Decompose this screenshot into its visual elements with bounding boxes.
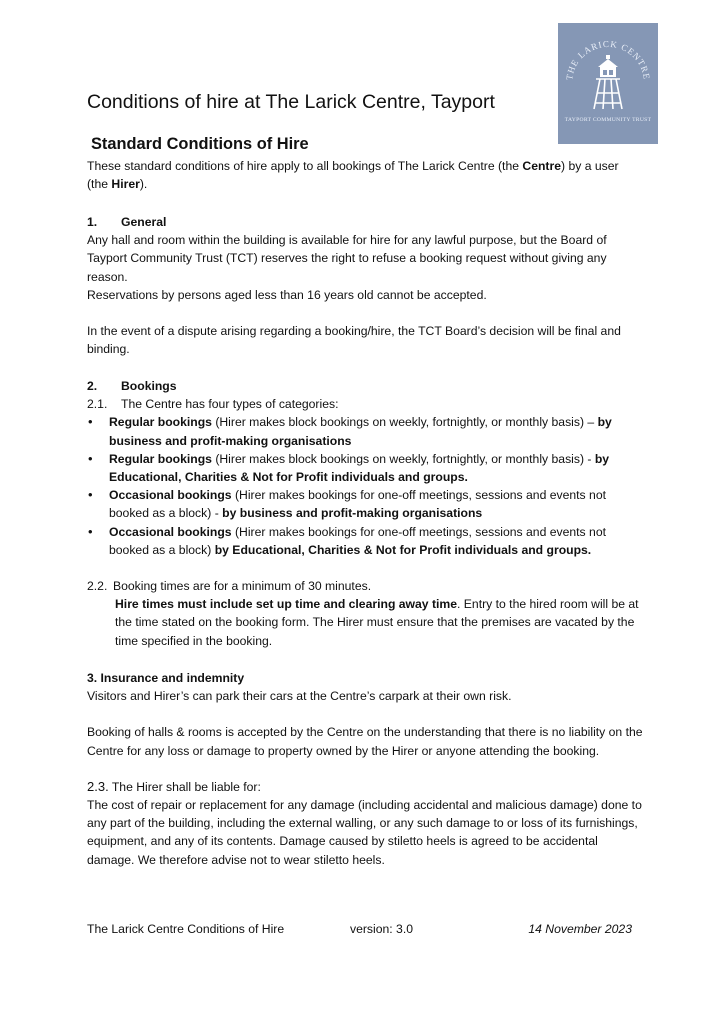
document-title: Conditions of hire at The Larick Centre, Tayport (87, 91, 495, 113)
category-label: Occasional bookings (109, 488, 232, 503)
general-paragraph-3: In the event of a dispute arising regarding a booking/hire, the TCT Board’s decision will be final and binding. (87, 324, 621, 357)
bookings-sub-2-2 (87, 577, 647, 650)
hire-times-bold: Hire times must include set up time and clearing away time (115, 597, 458, 612)
list-item (87, 450, 647, 486)
category-who: by business and profit-making organisations (109, 415, 612, 448)
page-footer (87, 920, 632, 938)
insurance-paragraph-2: Booking of halls & rooms is accepted by the Centre on the understanding that there is no liability on the Centre for any loss or damage to property owned by the Hirer or anyone attending the booking. (87, 725, 643, 758)
booking-categories-list (87, 413, 647, 559)
intro-text-f: ). (139, 177, 148, 192)
intro-hirer-term: Hirer (111, 177, 140, 192)
section-insurance (87, 669, 647, 869)
section-heading: 3. Insurance and indemnity (87, 671, 245, 685)
section-heading-text: General (121, 215, 167, 229)
svg-text:THE LARICK CENTRE: THE LARICK CENTRE (564, 38, 652, 81)
lighthouse-logo-icon (558, 23, 658, 144)
sub-text: The Centre has four types of categories: (121, 397, 339, 412)
footer-date: 14 November 2023 (528, 922, 632, 936)
category-desc: (Hirer makes block bookings on weekly, fortnightly, or monthly basis) – (211, 415, 598, 430)
category-desc: (Hirer makes block bookings on weekly, fortnightly, or monthly basis) - (211, 451, 595, 466)
general-paragraph-1: Any hall and room within the building is available for hire for any lawful purpose, but the Board of Tayport Community Trust (TCT) reserves the right to refuse a booking request without giving any reason. (87, 233, 607, 284)
list-item (87, 413, 647, 449)
section-number: 1. (87, 215, 98, 229)
footer-doc-name: The Larick Centre Conditions of Hire (87, 922, 285, 936)
intro-text-d: (the (87, 177, 112, 192)
category-who: by business and profit-making organisations (222, 506, 483, 521)
category-who: by Educational, Charities & Not for Profit individuals and groups. (109, 451, 610, 485)
section-heading (87, 377, 647, 395)
category-desc: (Hirer makes bookings for one-off meetings, sessions and events not booked as a block) - (109, 488, 606, 521)
category-label: Regular bookings (109, 451, 212, 466)
hire-times-rest: . Entry to the hired room will be at the time stated on the booking form. The Hirer must ensure that the premises are vacated by the time specified in the booking. (115, 597, 639, 648)
sub-text: Booking times are for a minimum of 30 minutes. (113, 579, 372, 594)
section-heading (87, 213, 647, 231)
intro-text-c: ) by a user (561, 159, 619, 173)
category-who: by Educational, Charities & Not for Profit individuals and groups. (214, 542, 592, 557)
sub-number: 2.2. (87, 579, 108, 594)
intro-centre-term: Centre (522, 159, 561, 173)
list-item (87, 523, 647, 559)
intro-text-a: These standard conditions of hire apply to all bookings of The Larick Centre (the (87, 159, 523, 173)
intro-paragraph (87, 157, 647, 193)
bookings-sub-2-1 (87, 395, 647, 413)
larick-centre-logo (558, 23, 658, 144)
sub-text: The Hirer shall be liable for: (108, 779, 261, 794)
section-bookings (87, 377, 647, 650)
section-heading-text: Bookings (121, 379, 177, 393)
section-number: 2. (87, 379, 98, 393)
general-paragraph-2: Reservations by persons aged less than 16 years old cannot be accepted. (87, 287, 487, 302)
insurance-sub-2-3 (87, 778, 647, 796)
footer-version: version: 3.0 (350, 922, 414, 936)
insurance-paragraph-3: The cost of repair or replacement for any damage (including accidental and malicious damage) done to any part of the building, including the external walling, or any such damage to or loss of its furnishings, equipment, and any of its contents. Damage caused by stiletto heels is agreed to be accidental damage. We therefore advise not to wear stiletto heels. (87, 798, 642, 867)
list-item (87, 486, 647, 522)
sub-number: 2.1. (87, 397, 108, 412)
svg-text:TAYPORT COMMUNITY TRUST: TAYPORT COMMUNITY TRUST (564, 117, 652, 123)
category-desc: (Hirer makes bookings for one-off meetings, sessions and events not booked as a block) (109, 524, 606, 557)
sub-number: 2.3. (87, 778, 109, 794)
category-label: Occasional bookings (109, 524, 232, 539)
category-label: Regular bookings (109, 415, 212, 430)
section-subtitle: Standard Conditions of Hire (91, 135, 309, 153)
insurance-paragraph-1: Visitors and Hirer’s can park their cars at the Centre’s carpark at their own risk. (87, 689, 512, 704)
section-general (87, 213, 647, 358)
